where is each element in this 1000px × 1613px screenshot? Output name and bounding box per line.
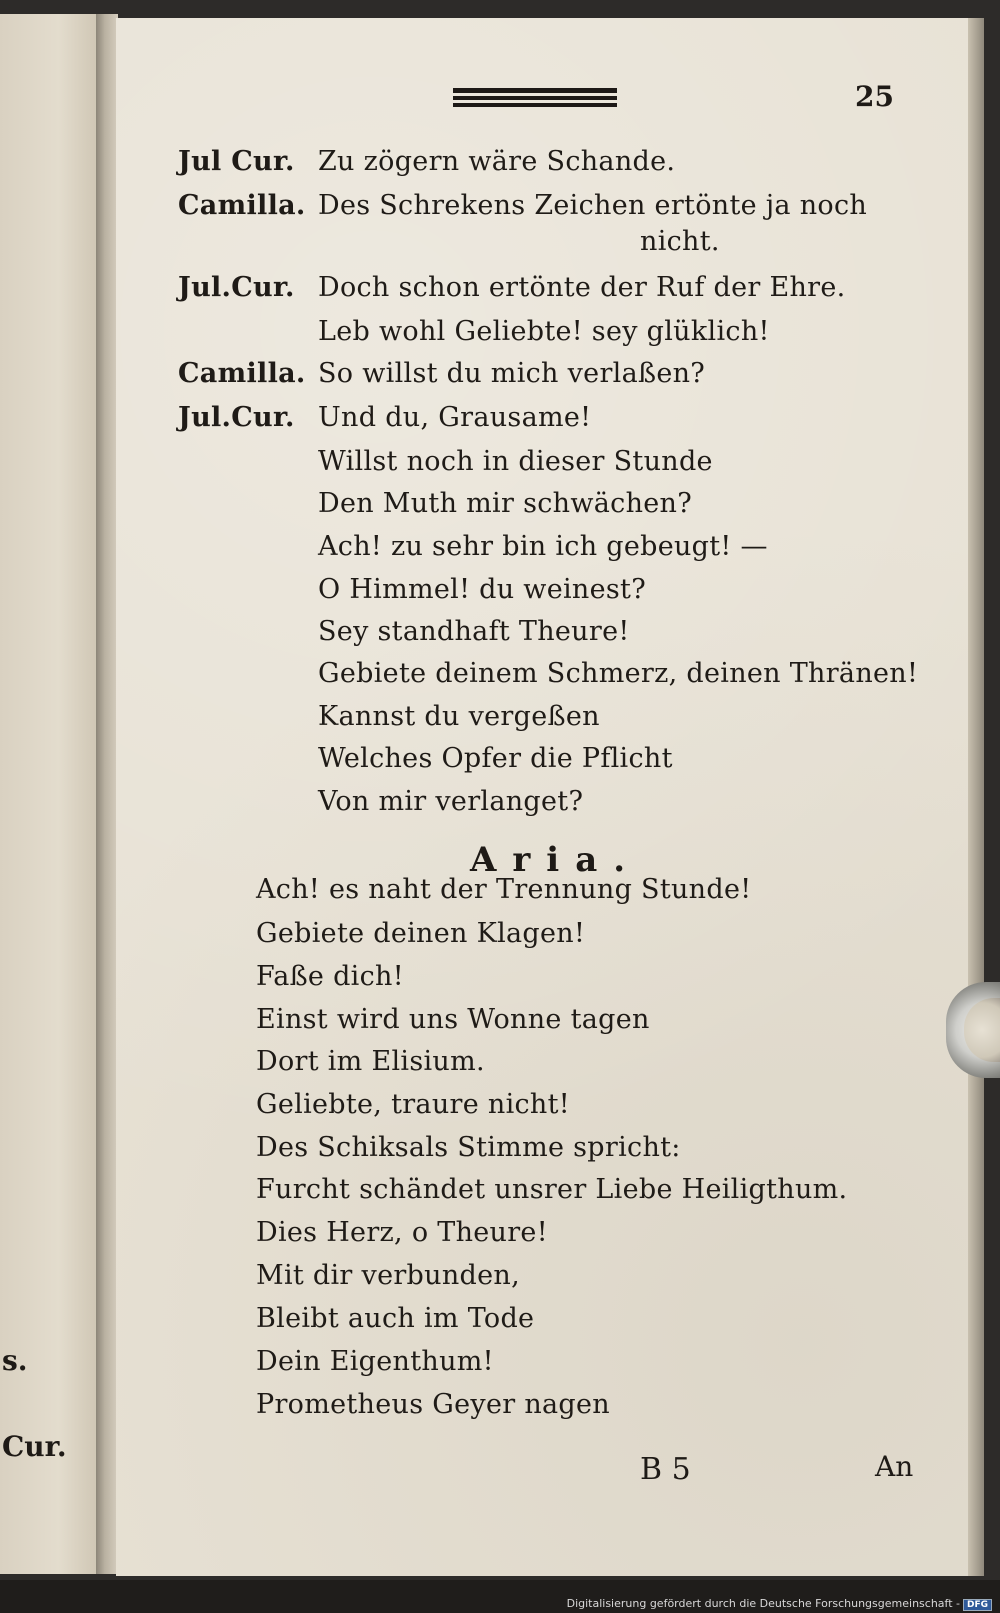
dialogue-continuation: nicht.: [640, 226, 720, 257]
signature-mark: B 5: [640, 1452, 691, 1487]
aria-line: Geliebte, traure nicht!: [256, 1089, 570, 1120]
verse-line: Von mir verlanget?: [318, 786, 584, 817]
catchword: An: [875, 1450, 914, 1483]
verse-line: Gebiete deinem Schmerz, deinen Thränen!: [318, 658, 919, 689]
aria-line: Dein Eigenthum!: [256, 1346, 494, 1377]
previous-page-fragment: s.: [2, 1344, 28, 1377]
aria-line: Furcht schändet unsrer Liebe Heiligthum.: [256, 1174, 848, 1205]
book-gutter: [96, 14, 118, 1574]
verse-line: Sey standhaft Theure!: [318, 616, 630, 647]
aria-line: Ach! es naht der Trennung Stunde!: [256, 874, 752, 905]
aria-line: Faße dich!: [256, 961, 404, 992]
previous-page-fragment: Cur.: [2, 1430, 67, 1463]
speaker-label: Jul.Cur.: [178, 272, 295, 303]
verse-line: O Himmel! du weinest?: [318, 574, 646, 605]
aria-line: Bleibt auch im Tode: [256, 1303, 535, 1334]
page-number: 25: [855, 80, 894, 113]
page-edge: [968, 18, 984, 1576]
verse-line: Den Muth mir schwächen?: [318, 488, 693, 519]
speaker-label: Jul Cur.: [178, 146, 295, 177]
aria-line: Dies Herz, o Theure!: [256, 1217, 548, 1248]
aria-line: Gebiete deinen Klagen!: [256, 918, 586, 949]
aria-line: Dort im Elisium.: [256, 1046, 485, 1077]
dialogue-line: Zu zögern wäre Schande.: [318, 146, 676, 177]
digitization-credit: [567, 1597, 992, 1611]
verse-line: Kannst du vergeßen: [318, 701, 600, 732]
dfg-logo: DFG: [963, 1599, 992, 1611]
speaker-label: Camilla.: [178, 358, 306, 389]
verse-line: Willst noch in dieser Stunde: [318, 446, 713, 477]
verse-line: Welches Opfer die Pflicht: [318, 743, 673, 774]
dialogue-line: Doch schon ertönte der Ruf der Ehre.: [318, 272, 846, 303]
previous-page: [0, 14, 98, 1574]
dialogue-line: Und du, Grausame!: [318, 402, 592, 433]
dialogue-line: So willst du mich verlaßen?: [318, 358, 706, 389]
speaker-label: Jul.Cur.: [178, 402, 295, 433]
credit-text: Digitalisierung gefördert durch die Deutsche Forschungsgemeinschaft -: [566, 1597, 960, 1610]
dialogue-continuation: Leb wohl Geliebte! sey glüklich!: [318, 316, 770, 347]
aria-heading: Aria.: [470, 840, 642, 880]
aria-line: Mit dir verbunden,: [256, 1260, 520, 1291]
speaker-label: Camilla.: [178, 190, 306, 221]
dialogue-line: Des Schrekens Zeichen ertönte ja noch: [318, 190, 868, 221]
aria-line: Prometheus Geyer nagen: [256, 1389, 610, 1420]
verse-line: Ach! zu sehr bin ich gebeugt! —: [318, 531, 768, 562]
aria-line: Des Schiksals Stimme spricht:: [256, 1132, 681, 1163]
aria-line: Einst wird uns Wonne tagen: [256, 1004, 650, 1035]
header-ornament: [453, 88, 617, 110]
